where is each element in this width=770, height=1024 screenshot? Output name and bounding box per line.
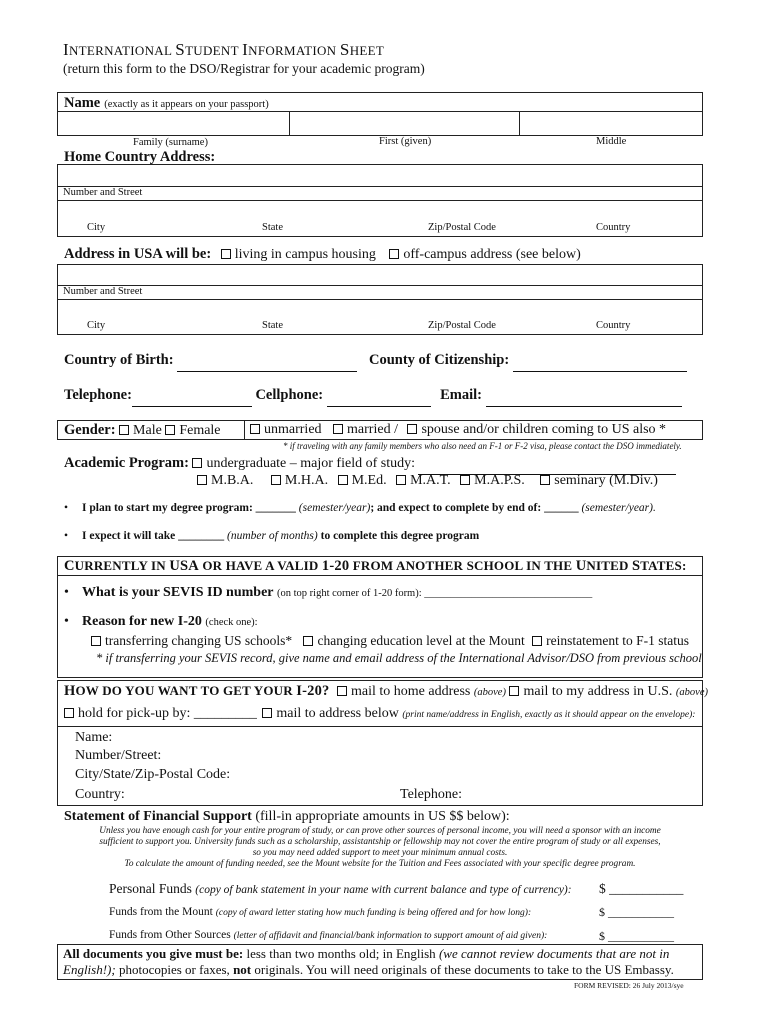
family-visa-note: * if traveling with any family members who also need an F-1 or F-2 visa, please contact the DSO immediately.: [283, 441, 682, 451]
delivery-telephone-field[interactable]: Telephone:: [400, 787, 462, 802]
mail-below-label: mail to address below: [276, 706, 399, 721]
email-input[interactable]: [486, 390, 682, 407]
usa-country-caption: Country: [596, 320, 631, 331]
telephone-input[interactable]: [132, 390, 252, 407]
mail-home-checkbox[interactable]: [337, 686, 347, 696]
home-zip-caption: Zip/Postal Code: [428, 222, 496, 233]
campus-housing-label: living in campus housing: [234, 247, 376, 262]
usa-street-caption: Number and Street: [63, 286, 143, 297]
married-label: married /: [347, 422, 398, 437]
mba-label: M.B.A.: [211, 473, 254, 488]
male-label: Male: [133, 423, 162, 438]
mha-label: M.H.A.: [284, 473, 329, 488]
mat-label: M.A.T.: [410, 473, 451, 488]
usa-city-input[interactable]: [58, 300, 702, 318]
current-usa-heading: CURRENTLY IN USA OR HAVE A VALID 1-20 FROM ANOTHER SCHOOL IN THE UNITED STATES:: [64, 558, 687, 574]
personal-funds-label: Personal Funds: [109, 881, 192, 896]
email-label: Email:: [440, 387, 483, 403]
mail-us-label: mail to my address in U.S.: [523, 684, 673, 699]
home-country-caption: Country: [596, 222, 631, 233]
reinstatement-checkbox[interactable]: [532, 636, 542, 646]
sevis-question: What is your SEVIS ID number: [82, 585, 274, 600]
usa-city-caption: City: [87, 320, 106, 331]
off-campus-label: off-campus address (see below): [403, 247, 581, 262]
financial-label: Statement of Financial Support: [64, 809, 252, 824]
home-city-caption: City: [87, 222, 106, 233]
middle-name-input[interactable]: [520, 112, 702, 135]
delivery-street-field[interactable]: Number/Street:: [75, 748, 162, 763]
mha-checkbox[interactable]: [271, 475, 281, 485]
mba-checkbox[interactable]: [197, 475, 207, 485]
change-level-label: changing education level at the Mount: [317, 633, 525, 648]
name-hint: (exactly as it appears on your passport): [104, 99, 269, 110]
mail-us-checkbox[interactable]: [509, 686, 519, 696]
mount-funds-amount[interactable]: $ ___________: [599, 905, 674, 919]
med-checkbox[interactable]: [338, 475, 348, 485]
family-caption: Family (surname): [133, 137, 208, 148]
delivery-city-field[interactable]: City/State/Zip-Postal Code:: [75, 767, 231, 782]
pickup-checkbox[interactable]: [64, 708, 74, 718]
transfer-note: * if transferring your SEVIS record, give name and email address of the International Advisor/DSO from previous school: [96, 651, 702, 665]
change-level-checkbox[interactable]: [303, 636, 313, 646]
usa-street-input[interactable]: [58, 265, 702, 284]
first-caption: First (given): [379, 136, 432, 147]
form-title: INTERNATIONAL STUDENT INFORMATION SHEET: [63, 40, 385, 59]
home-street-input[interactable]: [58, 165, 702, 185]
reason-hint: (check one):: [205, 617, 258, 628]
cellphone-label: Cellphone:: [255, 387, 324, 403]
maps-label: M.A.P.S.: [474, 473, 525, 488]
male-checkbox[interactable]: [119, 425, 129, 435]
delivery-country-field[interactable]: Country:: [75, 787, 125, 802]
telephone-label: Telephone:: [64, 387, 132, 403]
maps-checkbox[interactable]: [460, 475, 470, 485]
off-campus-checkbox[interactable]: [389, 249, 399, 259]
personal-funds-amount[interactable]: $ ___________: [599, 881, 684, 896]
usa-zip-caption: Zip/Postal Code: [428, 320, 496, 331]
family-name-input[interactable]: [58, 112, 288, 135]
academic-program-label: Academic Program:: [64, 455, 189, 471]
country-birth-input[interactable]: [177, 355, 357, 372]
country-birth-label: Country of Birth:: [64, 352, 174, 368]
mat-checkbox[interactable]: [396, 475, 406, 485]
usa-state-caption: State: [262, 320, 283, 331]
mail-below-checkbox[interactable]: [262, 708, 272, 718]
usa-address-label: Address in USA will be:: [64, 246, 212, 262]
delivery-name-field[interactable]: Name:: [75, 730, 113, 745]
reason-label: Reason for new I-20: [82, 614, 202, 629]
campus-housing-checkbox[interactable]: [221, 249, 231, 259]
unmarried-label: unmarried: [264, 422, 322, 437]
med-label: M.Ed.: [351, 473, 387, 488]
undergrad-checkbox[interactable]: [192, 458, 202, 468]
reinstatement-label: reinstatement to F-1 status: [546, 633, 690, 648]
mount-funds-label: Funds from the Mount: [109, 906, 213, 918]
seminary-label: seminary (M.Div.): [554, 473, 658, 488]
citizenship-label: County of Citizenship:: [369, 352, 510, 368]
female-checkbox[interactable]: [165, 425, 175, 435]
spouse-checkbox[interactable]: [407, 424, 417, 434]
form-revised: FORM REVISED: 26 July 2013/sye: [574, 981, 684, 990]
pickup-label: hold for pick-up by: _________: [78, 706, 257, 721]
start-degree-line: • I plan to start my degree program: _______ (semester/year); and expect to complete by end of: ______ (semester/year).: [64, 502, 656, 514]
financial-hint: (fill-in appropriate amounts in US $$ below):: [255, 809, 510, 824]
undergrad-label: undergraduate – major field of study:: [206, 456, 415, 471]
name-label: Name: [64, 95, 101, 111]
gender-label: Gender:: [64, 422, 116, 438]
spouse-label: spouse and/or children coming to US also *: [421, 422, 667, 437]
transfer-label: transferring changing US schools*: [105, 633, 293, 648]
documents-requirements: All documents you give must be: less than two months old; in English (we cannot review documents that are not in English!); photocopies or faxes, not originals. You will need originals of these documents to take to the US Embassy.: [63, 946, 674, 977]
home-address-label: Home Country Address:: [64, 149, 216, 165]
other-funds-label: Funds from Other Sources: [109, 929, 231, 941]
financial-instructions: Unless you have enough cash for your entire program of study, or can prove other sources of personal income, you will need a sponsor with an income sufficient to support you. University funds such as a scholarship, assistantship or fellowship may not cover the entire program of study or all expenses, so you may need added support to meet your minimum annual costs. To calculate the amount of funding needed, see the Mount website for the Tuition and Fees associated with your specific degree program.: [99, 826, 661, 869]
married-checkbox[interactable]: [333, 424, 343, 434]
middle-caption: Middle: [596, 136, 627, 147]
seminary-checkbox[interactable]: [540, 475, 550, 485]
home-city-input[interactable]: [58, 201, 702, 221]
home-state-caption: State: [262, 222, 283, 233]
other-funds-amount[interactable]: $ ___________: [599, 929, 674, 943]
female-label: Female: [179, 423, 221, 438]
citizenship-input[interactable]: [513, 355, 687, 372]
form-subtitle: (return this form to the DSO/Registrar for your academic program): [63, 61, 425, 76]
mail-home-label: mail to home address: [351, 684, 471, 699]
transfer-checkbox[interactable]: [91, 636, 101, 646]
cellphone-input[interactable]: [327, 390, 431, 407]
home-street-caption: Number and Street: [63, 187, 143, 198]
sevis-hint: (on top right corner of 1-20 form): ________________________________: [277, 588, 593, 599]
duration-line: • I expect it will take ________ (number of months) to complete this degree program: [64, 530, 480, 542]
unmarried-checkbox[interactable]: [250, 424, 260, 434]
first-name-input[interactable]: [290, 112, 518, 135]
